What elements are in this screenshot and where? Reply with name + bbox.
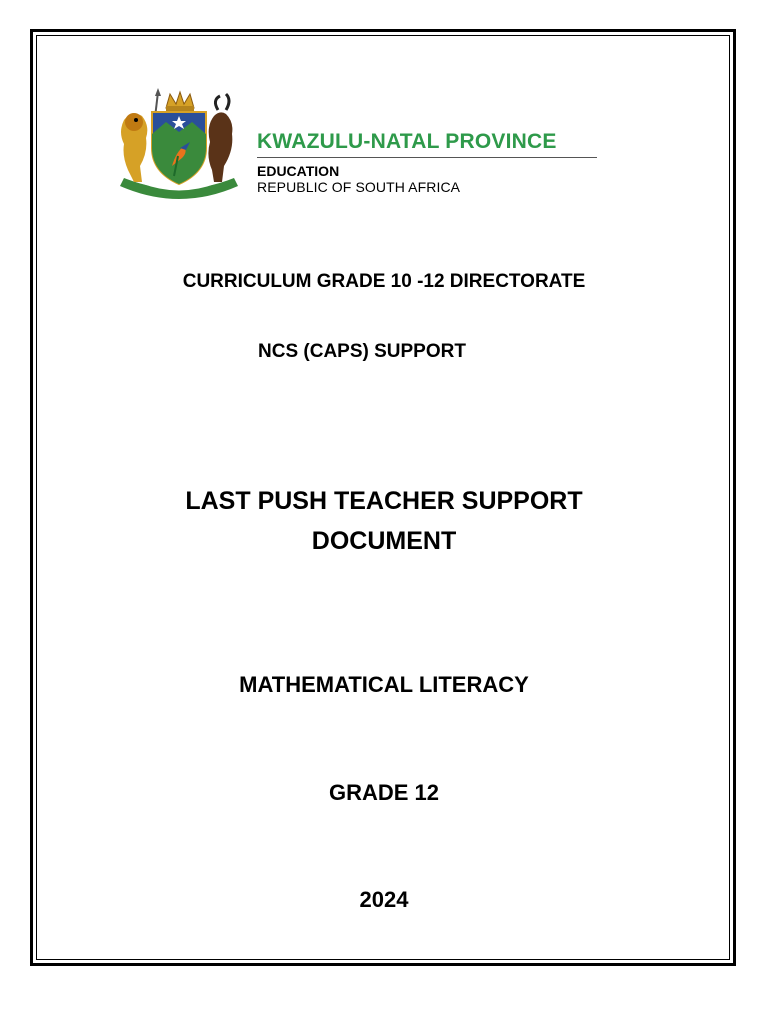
- header-rule: [257, 157, 597, 158]
- support-heading: NCS (CAPS) SUPPORT: [258, 341, 466, 362]
- document-title: [0, 481, 768, 561]
- document-title-line-1: LAST PUSH TEACHER SUPPORT: [185, 487, 583, 515]
- department-name: EDUCATION: [257, 163, 340, 179]
- year-heading: 2024: [359, 887, 409, 912]
- country-name: REPUBLIC OF SOUTH AFRICA: [257, 179, 461, 195]
- directorate-heading: CURRICULUM GRADE 10 -12 DIRECTORATE: [182, 271, 586, 292]
- document-title-line-2: DOCUMENT: [311, 527, 457, 555]
- subject-heading: MATHEMATICAL LITERACY: [239, 672, 529, 697]
- grade-heading: GRADE 12: [328, 780, 440, 805]
- coat-of-arms-icon: [114, 86, 244, 208]
- province-name: KWAZULU-NATAL PROVINCE: [257, 130, 557, 153]
